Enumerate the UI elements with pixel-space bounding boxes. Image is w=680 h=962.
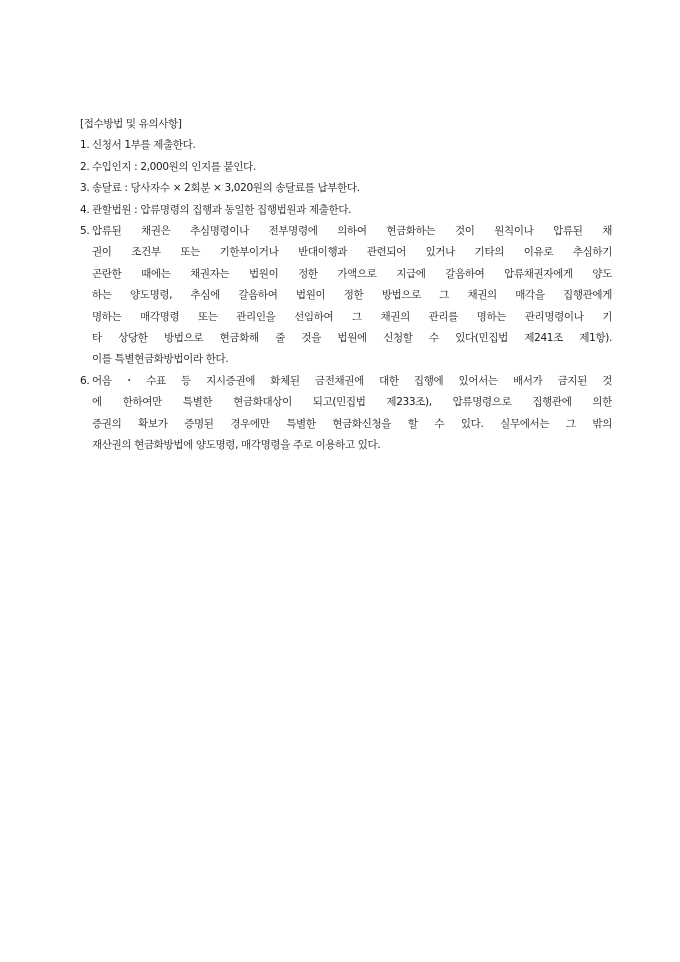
list-item-number: 2. (80, 160, 90, 173)
text-line: 이를 특별현금화방법이라 한다. (92, 353, 229, 366)
text-line: 재산권의 현금화방법에 양도명령, 매각명령을 주로 이용하고 있다. (92, 438, 381, 451)
text-line: 에 한하여만 특별한 현금화대상이 되고(민집법 제233조), 압류명령으로 집행관에 의한 (92, 396, 612, 409)
text-line: 어음・수표 등 지시증권에 화체된 금전채권에 대한 집행에 있어서는 배서가 금지된 것 (92, 374, 612, 387)
list-item (80, 135, 612, 156)
list-item (80, 200, 612, 221)
text-line: 타 상당한 방법으로 현금화해 줄 것을 법원에 신청할 수 있다(민집법 제241조 제1항). (92, 331, 612, 344)
list-item-text (92, 157, 612, 178)
list-item-text (92, 221, 612, 371)
list-item-number: 1. (80, 139, 90, 152)
instruction-list (80, 135, 612, 456)
text-line: 송달료 : 당사자수 × 2회분 × 3,020원의 송달료를 납부한다. (92, 182, 360, 195)
list-item (80, 178, 612, 199)
section-heading: [접수방법 및 유의사항] (80, 118, 182, 130)
text-line: 수입인지 : 2,000원의 인지를 붙인다. (92, 160, 256, 173)
text-line: 신청서 1부를 제출한다. (92, 139, 196, 152)
text-line: 하는 양도명령, 추심에 갈음하여 법원이 정한 방법으로 그 채권의 매각을 집행관에게 (92, 289, 612, 302)
list-item (80, 157, 612, 178)
text-line: 곤란한 때에는 채권자는 법원이 정한 가액으로 지급에 갈음하여 압류채권자에게 양도 (92, 267, 612, 280)
document-page (80, 114, 612, 456)
list-item-text (92, 135, 612, 156)
list-item-number: 5. (80, 225, 90, 238)
text-line: 압류된 채권은 추심명령이나 전부명령에 의하여 현금화하는 것이 원칙이나 압류된 채 (92, 225, 612, 238)
list-item-text (92, 178, 612, 199)
text-line: 명하는 매각명령 또는 관리인을 선임하여 그 채권의 관리를 명하는 관리명령이나 기 (92, 310, 612, 323)
text-line: 권이 조건부 또는 기한부이거나 반대이행과 관련되어 있거나 기타의 이유로 추심하기 (92, 246, 612, 259)
list-item-number: 3. (80, 182, 90, 195)
list-item (80, 221, 612, 371)
list-item-number: 4. (80, 203, 90, 216)
list-item (80, 371, 612, 457)
text-line: 증권의 확보가 증명된 경우에만 특별한 현금화신청을 할 수 있다. 실무에서는 그 밖의 (92, 417, 612, 430)
list-item-text (92, 200, 612, 221)
list-item-number: 6. (80, 374, 90, 387)
text-line: 관할법원 : 압류명령의 집행과 동일한 집행법원과 제출한다. (92, 203, 352, 216)
list-item-text (92, 371, 612, 457)
